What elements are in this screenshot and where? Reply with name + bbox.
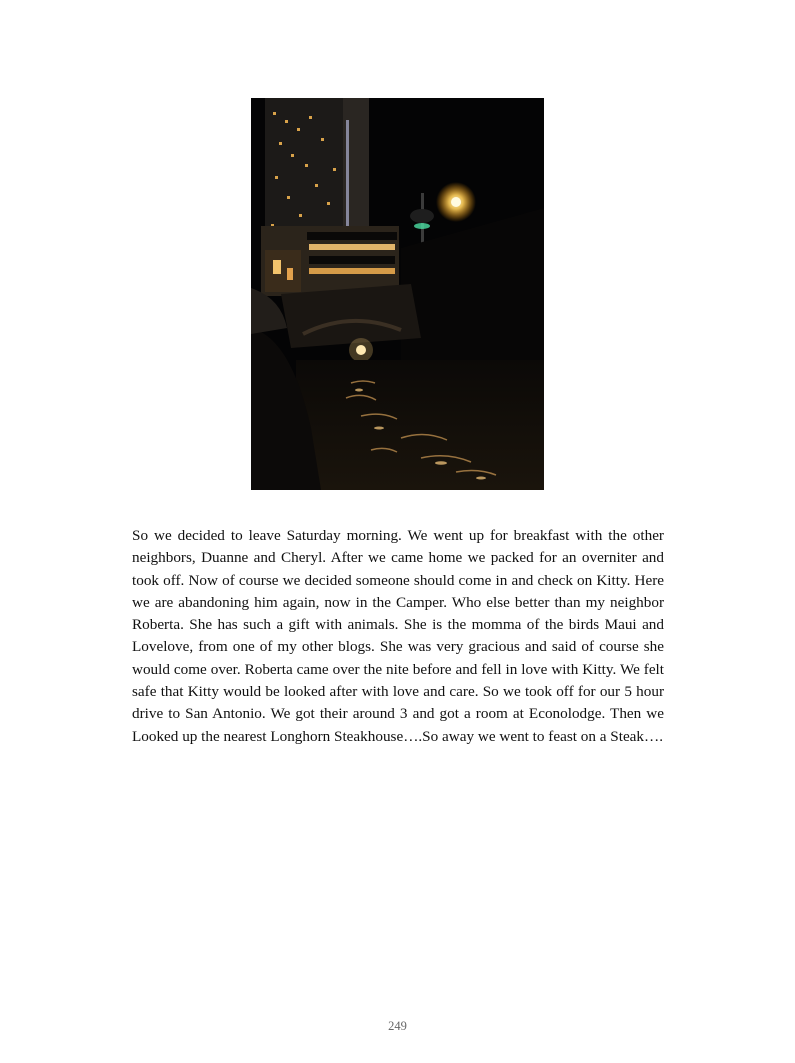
- night-river-photo-drawing: [251, 98, 544, 490]
- page-number: 249: [388, 1019, 407, 1033]
- night-river-photo: [251, 98, 544, 490]
- body-paragraph: So we decided to leave Saturday morning. We went up for breakfast with the other neighbors, Duanne and Cheryl. After we came home we packed for an overniter and took off. Now of course we decided someone should come in and check on Kitty. Here we are abandoning him again, now in the Camper. Who else better than my neighbor Roberta. She has such a gift with animals. She is the momma of the birds Maui and Lovelove, from one of my other blogs. She was very gracious and said of course she would come over. Roberta came over the nite before and fell in love with Kitty. We felt safe that Kitty would be looked after with love and care. So we took off for our 5 hour drive to San Antonio. We got their around 3 and got a room at Econolodge. Then we Looked up the nearest Longhorn Steakhouse….So away we went to feast on a Steak….: [132, 527, 664, 745]
